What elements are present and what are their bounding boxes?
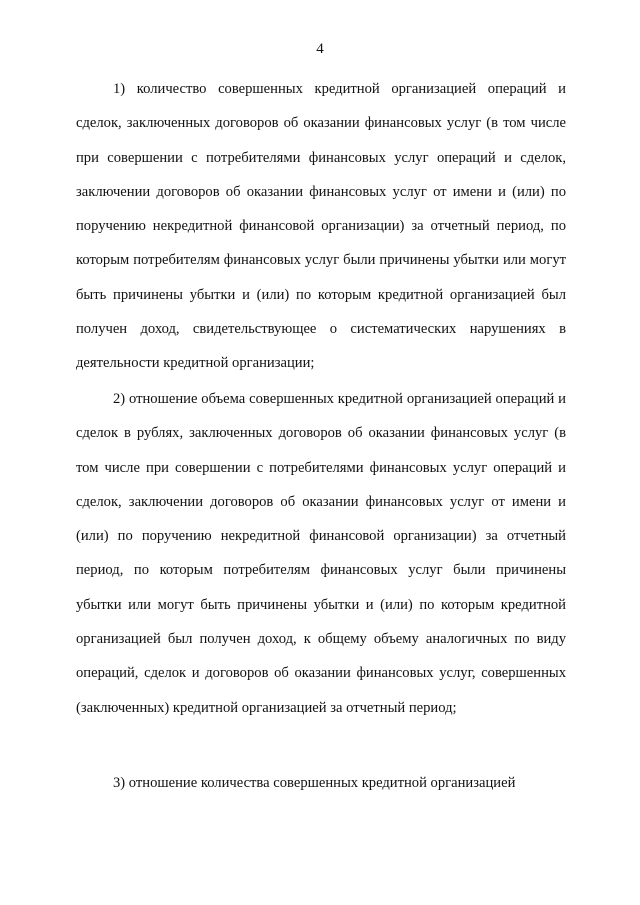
paragraph-item-2: 2) отношение объема совершенных кредитной организацией операций и сделок в рублях, заключенных договоров об оказании финансовых услуг (в том числе при совершении с потребителями финансовых услуг операций и сделок, заключении договоров об оказании финансовых услуг от имени и (или) по поручению некредитной финансовой организации) за отчетный период, по которым потребителям финансовых услуг были причинены убытки или могут быть причинены убытки и (или) по которым кредитной организацией был получен доход, к общему объему аналогичных по виду операций, сделок и договоров об оказании финансовых услуг, совершенных (заключенных) кредитной организацией за отчетный период; — [76, 391, 566, 716]
paragraph-item-1: 1) количество совершенных кредитной организацией операций и сделок, заключенных договоров об оказании финансовых услуг (в том числе при совершении с потребителями финансовых услуг операций и сделок, заключении договоров об оказании финансовых услуг от имени и (или) по поручению некредитной финансовой организации) за отчетный период, по которым потребителям финансовых услуг были причинены убытки или могут быть причинены убытки и (или) по которым кредитной организацией был получен доход, свидетельствующее о систематических нарушениях в деятельности кредитной организации; — [76, 81, 566, 372]
page-number: 4 — [316, 41, 324, 57]
paragraph-item-3: 3) отношение количества совершенных кредитной организацией — [113, 775, 516, 791]
